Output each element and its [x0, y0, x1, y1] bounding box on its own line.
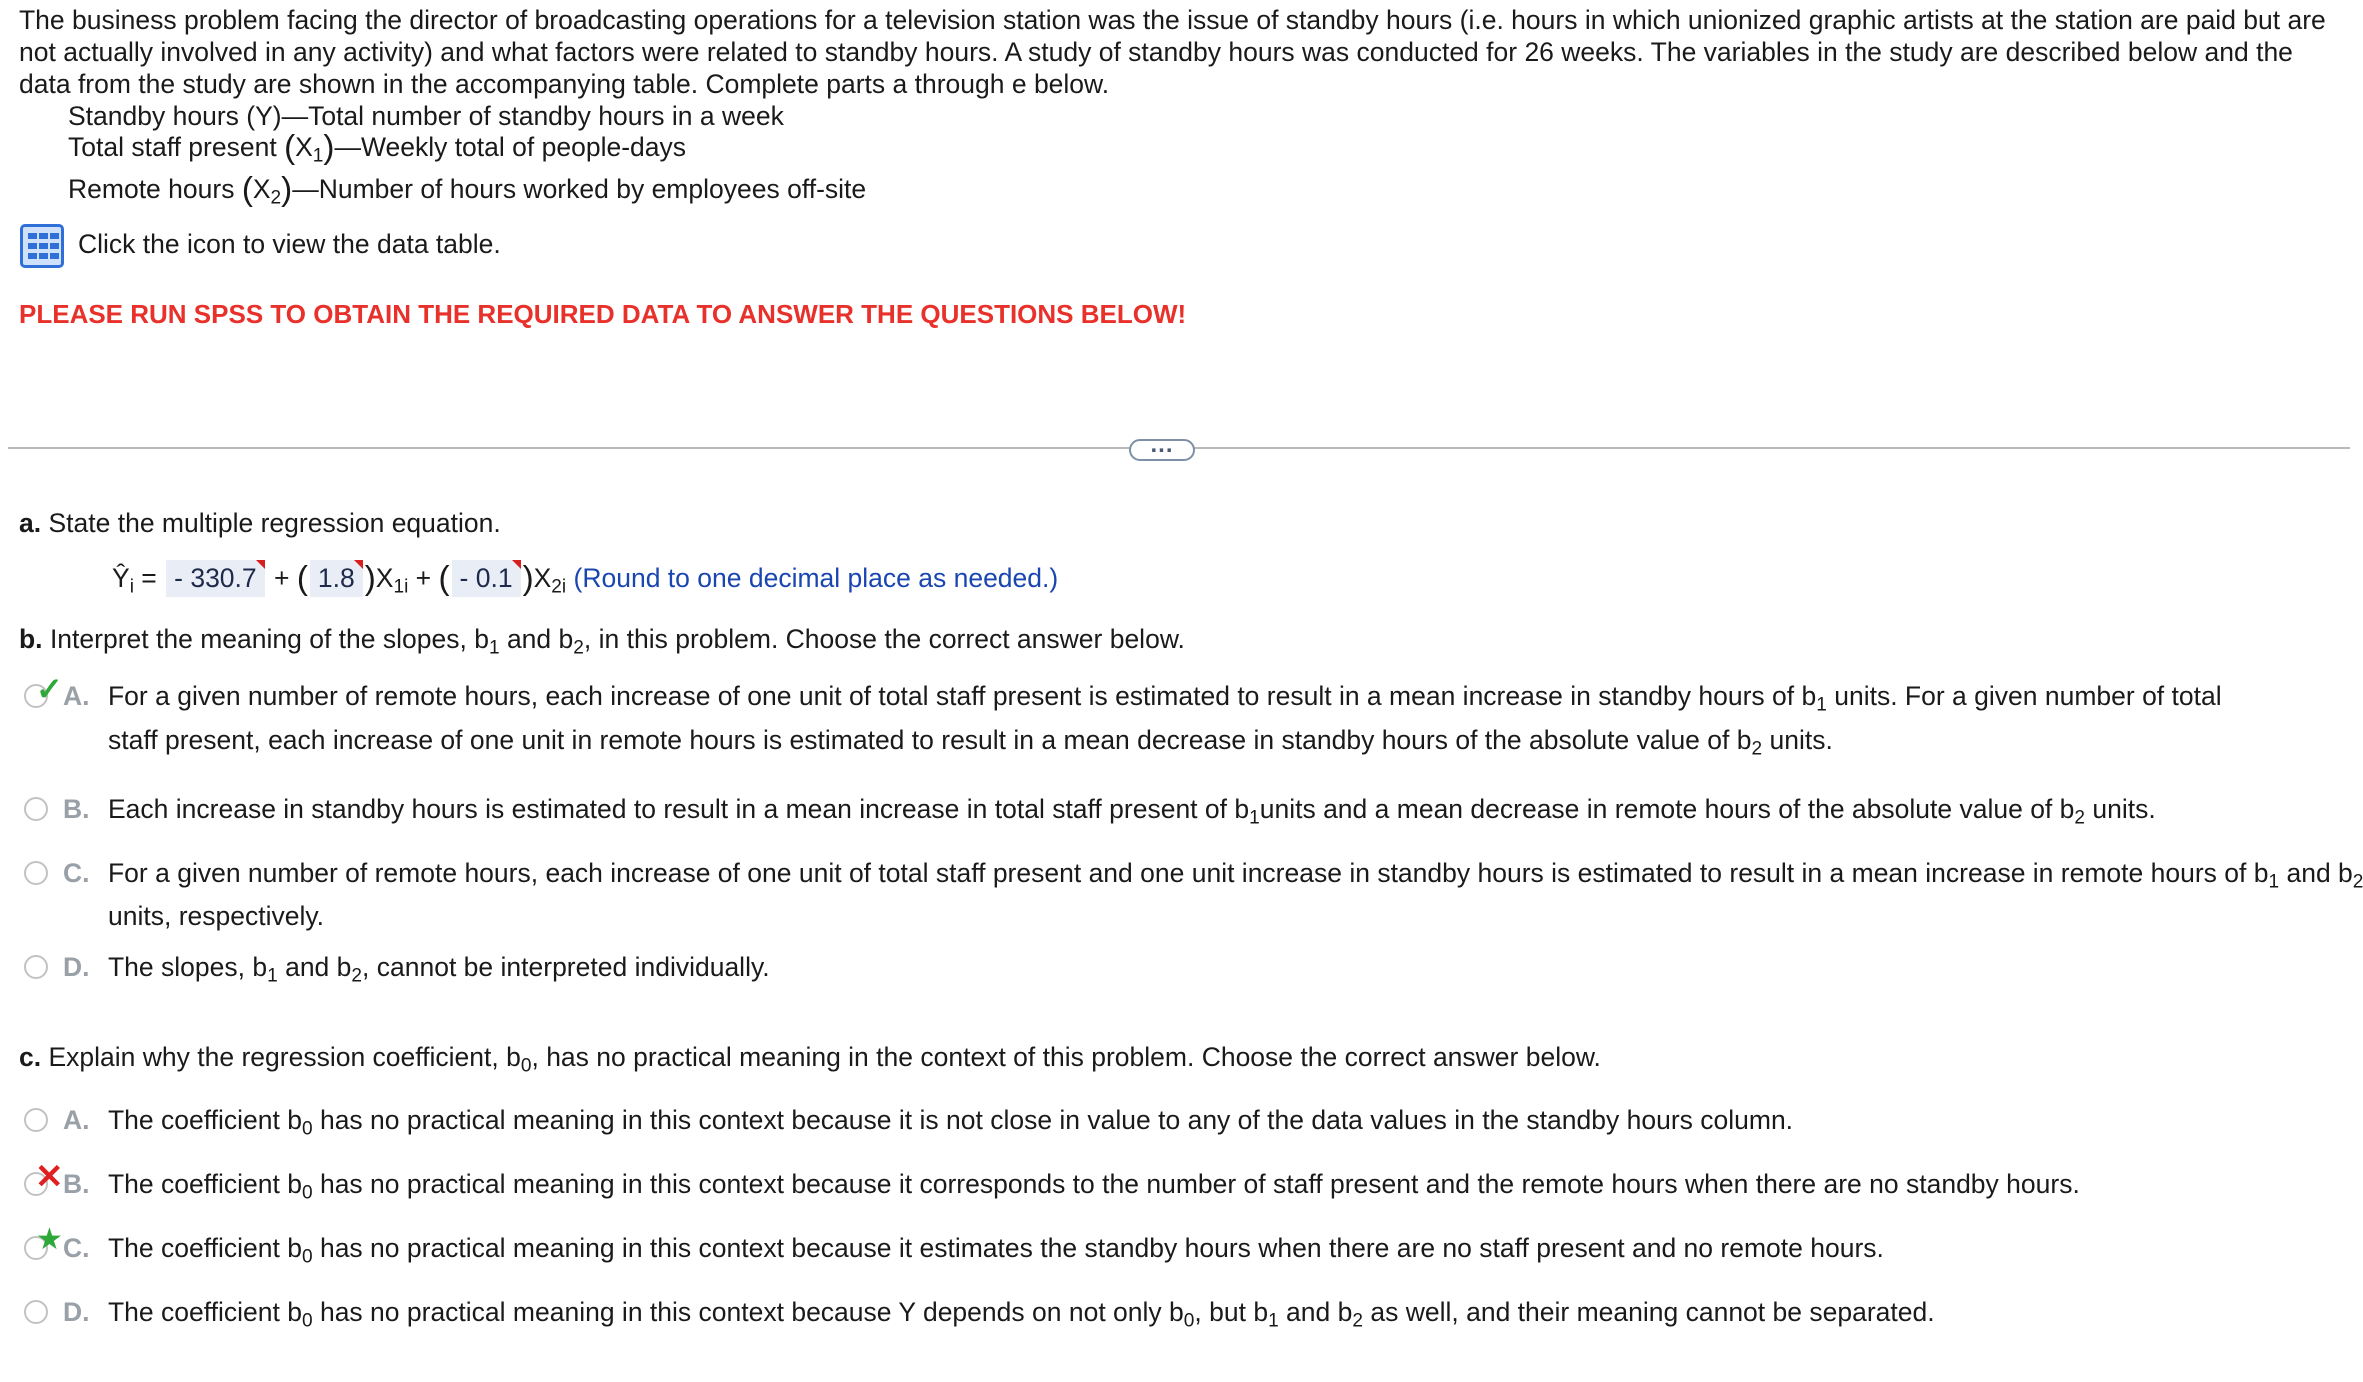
option-b-c-text-line2[interactable]: units, respectively. — [108, 901, 325, 931]
option-c-a-radio[interactable] — [24, 1108, 48, 1132]
option-b-b-text[interactable]: Each increase in standby hours is estimated to result in a mean increase in total staff present of $b_1units$ and a mean decrease in remote hours of the absolute value of $b_2$ units. — [108, 794, 2156, 829]
round-hint: (Round to one decimal place as needed.) — [573, 563, 1059, 594]
part-b-question: b. Interpret the meaning of the slopes, $b_1$ and $b_2$, in this problem. Choose the correct answer below. — [19, 624, 1185, 659]
problem-intro: The business problem facing the director of broadcasting operations for a television station was the issue of standby hours (i.e. hours in which unionized graphic artists at the station are paid but are not actually involved in any activity) and what factors were related to standby hours. A study of standby hours was conducted for 26 weeks. The variables in the study are described below and the data from the study are shown in the accompanying table. Complete parts a through e below. — [19, 5, 2326, 99]
option-c-a-text[interactable]: The coefficient $b_0$ has no practical meaning in this context because it is not close in value to any of the data values in the standby hours column. — [108, 1105, 1794, 1140]
correct-check-icon: ✓ — [36, 671, 63, 707]
option-letter: A. — [63, 1105, 90, 1135]
data-table-icon[interactable] — [20, 224, 64, 268]
option-b-a-text[interactable]: For a given number of remote hours, each increase of one unit of total staff present is estimated to result in a mean increase in standby hours of $b_1$ units. For a given number of total — [108, 681, 2222, 716]
data-table-link[interactable]: Click the icon to view the data table. — [78, 229, 501, 259]
option-c-c-text[interactable]: The coefficient $b_0$ has no practical meaning in this context because it estimates the standby hours when there are no staff present and no remote hours. — [108, 1233, 1884, 1268]
part-c-question: c. Explain why the regression coefficient, $b_0$, has no practical meaning in the context of this problem. Choose the correct answer below. — [19, 1042, 1601, 1077]
regression-equation: $Ŷ_i$ = - 330.7 + ( 1.8 )$X_{1i}$ + ( - 0.1 )$X_{2i}$ (Round to one decimal place as needed.) — [112, 560, 1059, 598]
option-letter: D. — [63, 1297, 90, 1327]
b1-answer[interactable]: 1.8 — [310, 560, 363, 597]
option-letter: C. — [63, 1233, 90, 1263]
option-letter: B. — [63, 794, 90, 824]
option-b-d-radio[interactable] — [24, 955, 48, 979]
spss-warning: PLEASE RUN SPSS TO OBTAIN THE REQUIRED DATA TO ANSWER THE QUESTIONS BELOW! — [19, 299, 1187, 329]
more-button[interactable]: ... — [1129, 439, 1195, 461]
correct-star-icon: ★ — [36, 1223, 63, 1256]
option-letter: C. — [63, 858, 90, 888]
option-b-d-text[interactable]: The slopes, $b_1$ and $b_2$, cannot be interpreted individually. — [108, 952, 770, 987]
option-letter: D. — [63, 952, 90, 982]
option-b-b-radio[interactable] — [24, 797, 48, 821]
b0-answer[interactable]: - 330.7 — [166, 560, 265, 597]
option-b-a-text-line2[interactable]: staff present, each increase of one unit in remote hours is estimated to result in a mean decrease in standby hours of the absolute value of $b_2$ units. — [108, 725, 1833, 760]
b2-answer[interactable]: - 0.1 — [452, 560, 521, 597]
variable-x2: Remote hours $(X_2)—Number$ of hours worked by employees off-site — [68, 170, 867, 209]
option-b-c-text[interactable]: For a given number of remote hours, each increase of one unit of total staff present and one unit increase in standby hours is estimated to result in a mean increase in remote hours of $b_1$ and $b_2$ — [108, 858, 2363, 893]
option-c-d-text[interactable]: The coefficient $b_0$ has no practical meaning in this context because Y depends on not only $b_0$, but $b_1$ and $b_2$ as well, and their meaning cannot be separated. — [108, 1297, 1935, 1332]
option-b-c-radio[interactable] — [24, 861, 48, 885]
option-letter: A. — [63, 681, 90, 711]
option-c-d-radio[interactable] — [24, 1300, 48, 1324]
variable-x1: Total staff present $(X_1)—Weekly$ total of people-days — [68, 128, 686, 167]
option-c-b-text[interactable]: The coefficient $b_0$ has no practical meaning in this context because it corresponds to the number of staff present and the remote hours when there are no standby hours. — [108, 1169, 2080, 1204]
part-a-question: a. State the multiple regression equation. — [19, 508, 501, 538]
variable-y: Standby hours (Y)—Total number of standby hours in a week — [68, 101, 784, 131]
incorrect-x-icon: ✕ — [35, 1158, 64, 1196]
option-letter: B. — [63, 1169, 90, 1199]
